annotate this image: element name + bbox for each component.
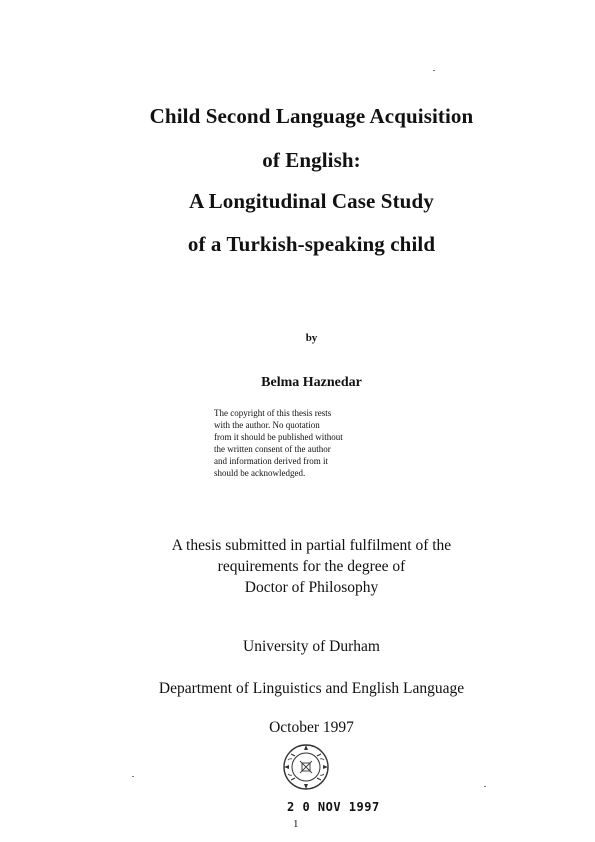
scan-speck	[132, 776, 134, 777]
title-line-4: of a Turkish-speaking child	[187, 232, 436, 256]
department-name: Department of Linguistics and English Language	[158, 680, 465, 697]
copyright-line: should be acknowledged.	[214, 468, 306, 478]
title-line-3: A Longitudinal Case Study	[189, 189, 434, 213]
copyright-line: from it should be published without	[214, 432, 343, 442]
scan-speck	[433, 70, 435, 71]
submission-line-1: A thesis submitted in partial fulfilment of the	[171, 537, 452, 554]
received-stamp-date: 2 0 NOV 1997	[287, 800, 380, 814]
university-name: University of Durham	[243, 638, 380, 655]
page-number: 1	[293, 818, 299, 830]
copyright-line: the written consent of the author	[214, 444, 331, 454]
submission-line-2: requirements for the degree of	[217, 558, 406, 575]
title-line-2: of English:	[262, 148, 361, 172]
scan-speck	[484, 786, 486, 787]
copyright-line: with the author. No quotation	[214, 420, 320, 430]
submission-date: October 1997	[269, 719, 354, 736]
by-label: by	[305, 332, 318, 344]
title-line-1: Child Second Language Acquisition	[149, 104, 474, 128]
copyright-line: and information derived from it	[214, 456, 328, 466]
library-seal-icon	[281, 742, 331, 792]
copyright-line: The copyright of this thesis rests	[214, 408, 332, 418]
submission-line-3: Doctor of Philosophy	[244, 579, 379, 596]
copyright-notice	[214, 407, 414, 479]
author-name: Belma Haznedar	[261, 375, 362, 390]
